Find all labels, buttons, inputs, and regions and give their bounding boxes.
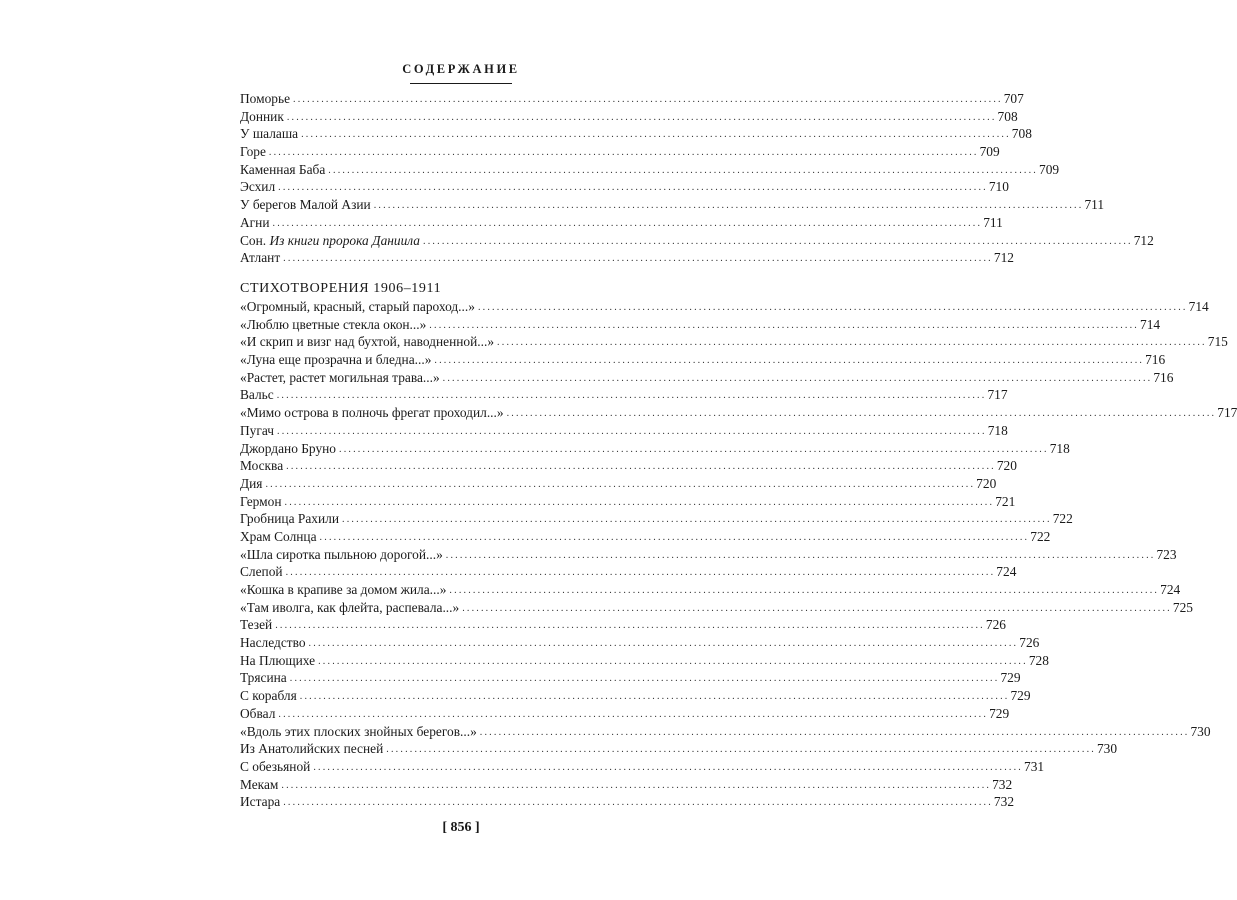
toc-entry-page-number: 726	[1019, 635, 1040, 651]
dot-leader: .......................................................................................................................................................	[277, 425, 987, 437]
dot-leader: .......................................................................................................................................................	[272, 217, 983, 229]
toc-entry-page-number: 725	[1172, 599, 1193, 615]
section-heading: СТИХОТВОРЕНИЯ 1906–1911	[240, 281, 442, 296]
toc-entry-page-number: 711	[1084, 197, 1105, 213]
toc-entry-title-text: Пугач	[240, 422, 274, 438]
toc-entry-title	[240, 528, 320, 546]
toc-entry-title-text: Храм Солнца	[240, 528, 317, 544]
toc-entry	[240, 740, 1118, 758]
toc-entry-title-text: «И скрип и визг над бухтой, наводненной...»	[240, 334, 495, 350]
dot-leader: .......................................................................................................................................................	[293, 94, 1003, 105]
toc-entry-page-number: 709	[1039, 161, 1060, 177]
dot-leader: .......................................................................................................................................................	[506, 408, 1217, 420]
toc-entry-page-number: 717	[1217, 405, 1237, 421]
toc-entry	[240, 232, 1154, 250]
toc-entry-page-number: 729	[1000, 670, 1021, 686]
toc-entry-page-number: 708	[1011, 126, 1032, 142]
dot-leader: .......................................................................................................................................................	[373, 200, 1084, 212]
toc-entry-page-number: 732	[993, 794, 1015, 810]
toc-entry	[240, 563, 1017, 581]
toc-entry-title-text: Горе	[240, 144, 266, 160]
toc-entry-title-text: С корабля	[240, 688, 297, 704]
toc-entry	[240, 723, 1211, 741]
toc-entry-title	[240, 705, 278, 723]
toc-entry-title	[240, 599, 462, 617]
toc-entry-page-number: 712	[993, 250, 1014, 266]
toc-entry-title-text: «Кошка в крапиве за домом жила...»	[240, 582, 447, 597]
dot-leader: .......................................................................................................................................................	[281, 779, 992, 791]
toc-entry-title	[240, 793, 283, 811]
toc-entry-page-number: 711	[983, 214, 1003, 230]
toc-entry-title	[240, 652, 318, 670]
toc-entry-page-number: 715	[1207, 334, 1228, 350]
toc-list-section	[240, 298, 1237, 811]
toc-entry-title-text: Наследство	[240, 635, 306, 651]
toc-entry-title-text: Москва	[240, 458, 284, 474]
toc-entry-title	[240, 723, 480, 741]
dot-leader: .......................................................................................................................................................	[477, 302, 1188, 313]
toc-entry-title	[240, 249, 283, 267]
dot-leader: .......................................................................................................................................................	[278, 708, 989, 720]
toc-entry-page-number: 720	[976, 475, 997, 491]
toc-entry	[240, 108, 1018, 126]
dot-leader: .......................................................................................................................................................	[299, 691, 1010, 703]
toc-entry	[240, 249, 1014, 267]
dot-leader: .......................................................................................................................................................	[445, 549, 1156, 561]
toc-entry	[240, 161, 1060, 179]
toc-entry-page-number: 724	[1160, 582, 1181, 597]
toc-entry-page-number: 731	[1024, 758, 1045, 774]
dot-leader: .......................................................................................................................................................	[301, 129, 1011, 141]
toc-entry-title	[240, 440, 339, 458]
dot-leader: .......................................................................................................................................................	[313, 761, 1024, 773]
toc-entry	[240, 776, 1013, 794]
dot-leader: .......................................................................................................................................................	[286, 111, 997, 123]
toc-entry	[240, 351, 1166, 369]
toc-entry	[240, 475, 997, 493]
toc-entry-page-number: 728	[1028, 652, 1049, 668]
running-head-rule	[410, 83, 512, 84]
dot-leader: .......................................................................................................................................................	[429, 319, 1139, 331]
toc-entry-title	[240, 758, 313, 776]
toc-entry	[240, 404, 1237, 422]
toc-entry-title-text: «Мимо острова в полночь фрегат проходил...»	[240, 405, 504, 421]
toc-entry-title	[240, 161, 328, 179]
toc-entry-title-text: У шалаша	[240, 126, 299, 142]
toc-entry-title-text: Мекам	[240, 776, 279, 792]
toc-entry-title-text: Донник	[240, 108, 284, 124]
toc-entry	[240, 440, 1070, 458]
toc-entry-title	[240, 369, 443, 387]
dot-leader: .......................................................................................................................................................	[423, 235, 1133, 247]
toc-entry-title-text: Атлант	[240, 250, 281, 266]
toc-entry	[240, 705, 1010, 723]
toc-entry-title	[240, 214, 273, 232]
toc-entry	[240, 143, 1000, 161]
toc-list-top	[240, 90, 1154, 267]
toc-entry-title	[240, 422, 277, 440]
dot-leader: .......................................................................................................................................................	[434, 355, 1145, 367]
dot-leader: .......................................................................................................................................................	[289, 673, 1000, 685]
toc-entry-title	[240, 316, 429, 334]
dot-leader: .......................................................................................................................................................	[275, 620, 985, 632]
toc-entry	[240, 196, 1105, 214]
toc-entry-title-text: Трясина	[240, 670, 287, 686]
dot-leader: .......................................................................................................................................................	[308, 638, 1019, 650]
toc-entry	[240, 457, 1017, 475]
toc-entry-title	[240, 740, 386, 758]
toc-entry-title	[240, 333, 497, 351]
toc-entry-page-number: 730	[1096, 741, 1118, 757]
toc-entry-title	[240, 493, 285, 511]
toc-entry-title-text: Обвал	[240, 705, 276, 721]
dot-leader: .......................................................................................................................................................	[342, 514, 1052, 526]
dot-leader: .......................................................................................................................................................	[285, 567, 996, 579]
toc-entry-page-number: 721	[995, 493, 1016, 509]
toc-entry	[240, 90, 1024, 108]
toc-entry-title-text: Поморье	[240, 91, 291, 106]
toc-entry-page-number: 724	[996, 564, 1017, 580]
toc-entry-title-text: С обезьяной	[240, 758, 311, 774]
toc-entry-title-text: «Вдоль этих плоских знойных берегов...»	[240, 723, 477, 739]
toc-entry	[240, 316, 1161, 334]
toc-entry-title-text: Агни	[240, 214, 270, 230]
dot-leader: .......................................................................................................................................................	[479, 726, 1190, 738]
toc-entry-title	[240, 581, 449, 599]
toc-entry	[240, 178, 1009, 196]
toc-entry	[240, 546, 1177, 564]
toc-entry-title-text: Каменная Баба	[240, 161, 326, 177]
toc-entry	[240, 793, 1015, 811]
toc-entry-title	[240, 546, 446, 564]
toc-entry-page-number: 729	[1010, 688, 1031, 704]
toc-entry-title	[240, 634, 309, 652]
toc-entry-title-text: У берегов Малой Азии	[240, 197, 371, 213]
toc-entry	[240, 634, 1040, 652]
toc-entry-page-number: 732	[992, 776, 1013, 792]
toc-entry-title	[240, 386, 277, 404]
toc-entry-page-number: 714	[1140, 316, 1161, 332]
toc-entry-title-text: «Растет, растет могильная трава...»	[240, 369, 440, 385]
dot-leader: .......................................................................................................................................................	[284, 496, 995, 508]
toc-entry-title-text: «Люблю цветные стекла окон...»	[240, 316, 427, 332]
toc-entry	[240, 616, 1006, 634]
toc-entry-page-number: 723	[1156, 546, 1177, 562]
toc-entry-title	[240, 232, 423, 250]
toc-entry	[240, 758, 1045, 776]
toc-entry-title	[240, 125, 301, 143]
toc-entry	[240, 528, 1051, 546]
dot-leader: .......................................................................................................................................................	[449, 585, 1160, 596]
toc-entry	[240, 386, 1008, 404]
dot-leader: .......................................................................................................................................................	[442, 372, 1153, 384]
toc-entry-title-text: «Луна еще прозрачна и бледна...»	[240, 352, 432, 368]
toc-entry-title	[240, 108, 287, 126]
dot-leader: .......................................................................................................................................................	[283, 797, 993, 809]
toc-entry-title	[240, 616, 275, 634]
toc-entry-title	[240, 90, 293, 108]
toc-entry-page-number: 718	[987, 422, 1008, 438]
toc-entry-title	[240, 457, 286, 475]
toc-entry-title-text: «Там иволга, как флейта, распевала...»	[240, 599, 460, 615]
toc-entry	[240, 652, 1049, 670]
toc-entry	[240, 687, 1031, 705]
toc-entry-title	[240, 563, 286, 581]
toc-entry-title-text: Сон.	[240, 232, 270, 248]
dot-leader: .......................................................................................................................................................	[278, 182, 988, 194]
toc-entry-title	[240, 669, 290, 687]
toc-entry	[240, 493, 1016, 511]
toc-entry-title	[240, 351, 434, 369]
toc-entry	[240, 422, 1008, 440]
toc-entry-title	[240, 510, 342, 528]
toc-entry-title-text: Гробница Рахили	[240, 511, 339, 527]
toc-entry-page-number: 722	[1052, 511, 1073, 527]
toc-entry-page-number: 712	[1133, 232, 1154, 248]
toc-entry-title-text: Истара	[240, 794, 281, 810]
book-page	[240, 0, 1237, 900]
dot-leader: .......................................................................................................................................................	[319, 531, 1030, 543]
dot-leader: .......................................................................................................................................................	[497, 337, 1207, 349]
toc-entry	[240, 214, 1003, 232]
toc-entry-title-text: «Огромный, красный, старый пароход...»	[240, 299, 475, 314]
toc-entry-title-text: Дия	[240, 475, 263, 491]
toc-entry-page-number: 716	[1145, 352, 1166, 368]
toc-entry-page-number: 717	[987, 387, 1008, 403]
toc-entry-title	[240, 404, 507, 422]
toc-entry-title-text: Слепой	[240, 564, 283, 580]
dot-leader: .......................................................................................................................................................	[276, 390, 987, 402]
dot-leader: .......................................................................................................................................................	[328, 164, 1038, 176]
toc-entry	[240, 333, 1228, 351]
toc-entry-title-text: «Шла сиротка пыльною дорогой...»	[240, 546, 443, 562]
toc-entry-page-number: 707	[1003, 91, 1024, 106]
toc-entry-title	[240, 143, 269, 161]
toc-entry-title-text: Гермон	[240, 493, 282, 509]
page-number: [ 856 ]	[442, 820, 480, 835]
toc-entry-title-text: Тезей	[240, 617, 273, 633]
toc-entry-title	[240, 687, 300, 705]
toc-entry	[240, 669, 1021, 687]
toc-entry	[240, 369, 1174, 387]
toc-entry-title-text: Джордано Бруно	[240, 440, 336, 456]
dot-leader: .......................................................................................................................................................	[318, 655, 1028, 667]
toc-entry-title	[240, 776, 281, 794]
running-head-title: СОДЕРЖАНИЕ	[402, 62, 520, 76]
toc-entry-title	[240, 196, 374, 214]
toc-entry-page-number: 709	[979, 144, 1000, 160]
toc-entry-title	[240, 475, 265, 493]
dot-leader: .......................................................................................................................................................	[268, 147, 979, 159]
toc-entry-page-number: 716	[1153, 369, 1174, 385]
toc-entry-title	[240, 178, 278, 196]
toc-entry	[240, 125, 1032, 143]
dot-leader: .......................................................................................................................................................	[286, 461, 996, 473]
dot-leader: .......................................................................................................................................................	[339, 443, 1049, 455]
toc-entry-page-number: 720	[996, 458, 1017, 474]
toc-entry	[240, 581, 1181, 599]
toc-entry-title	[240, 298, 478, 316]
toc-entry	[240, 510, 1073, 528]
toc-entry-title-italic: Из книги пророка Даниила	[269, 232, 421, 248]
toc-entry	[240, 599, 1193, 617]
dot-leader: .......................................................................................................................................................	[462, 602, 1172, 614]
toc-entry-page-number: 710	[988, 179, 1009, 195]
toc-entry-page-number: 718	[1049, 440, 1070, 456]
toc-entry-page-number: 714	[1188, 299, 1209, 314]
toc-entry-page-number: 726	[985, 617, 1006, 633]
toc-entry-page-number: 708	[997, 108, 1018, 124]
dot-leader: .......................................................................................................................................................	[283, 253, 993, 265]
toc-entry-title-text: Вальс	[240, 387, 274, 403]
toc-entry-title-text: Из Анатолийских песней	[240, 741, 384, 757]
dot-leader: .......................................................................................................................................................	[265, 478, 976, 490]
toc-entry-title-text: Эсхил	[240, 179, 276, 195]
dot-leader: .......................................................................................................................................................	[386, 744, 1096, 756]
toc-entry-page-number: 729	[989, 705, 1010, 721]
toc-entry	[240, 298, 1209, 316]
running-head	[240, 60, 682, 84]
toc-entry-title-text: На Плющихе	[240, 652, 316, 668]
toc-entry-page-number: 722	[1030, 528, 1051, 544]
toc-entry-page-number: 730	[1190, 723, 1211, 739]
